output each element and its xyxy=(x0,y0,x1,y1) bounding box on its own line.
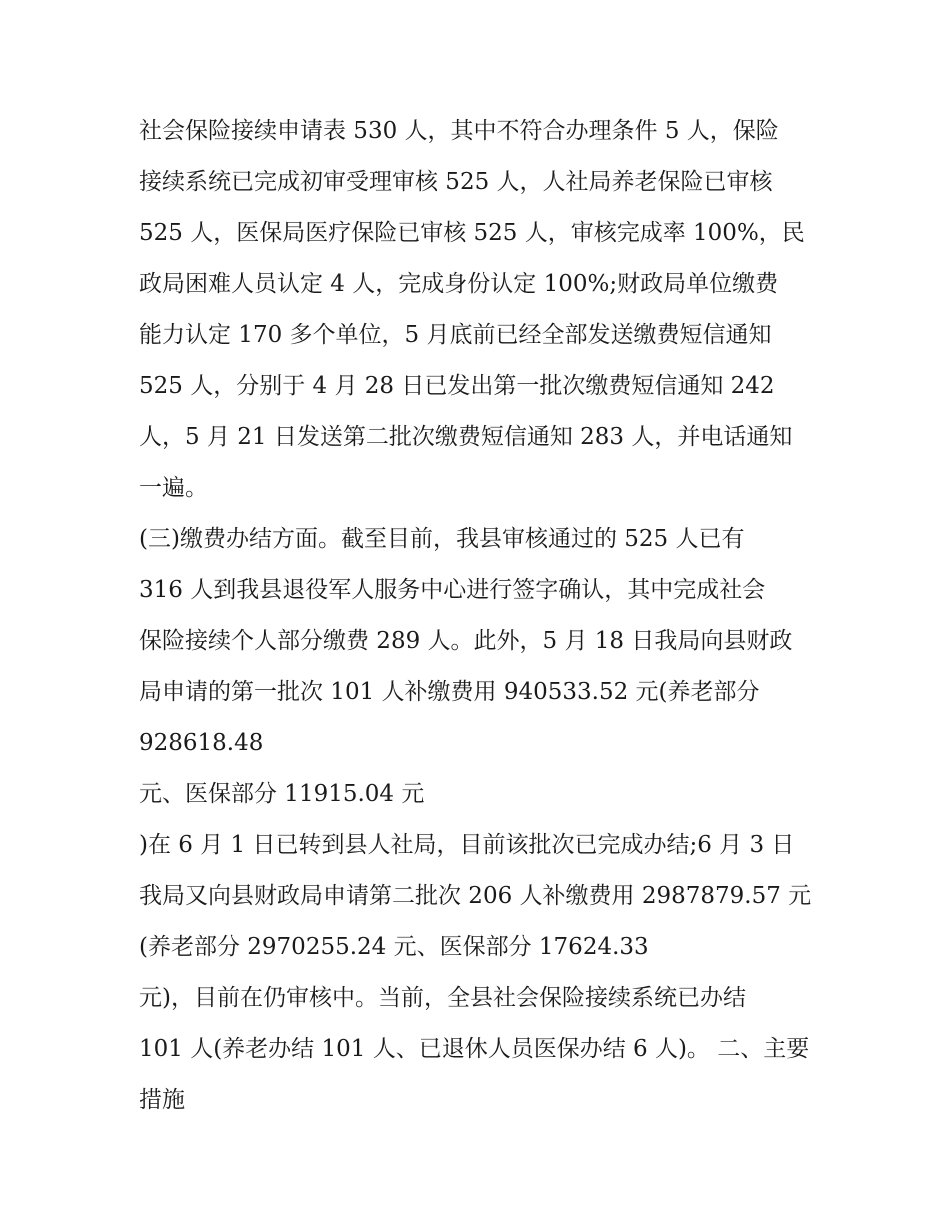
text-line: 元)，目前在仍审核中。当前，全县社会保险接续系统已办结 xyxy=(139,985,746,1011)
document-body xyxy=(139,106,829,1126)
text-line: 人，5 月 21 日发送第二批次缴费短信通知 283 人，并电话通知 xyxy=(139,424,793,450)
text-line: (三)缴费办结方面。截至目前，我县审核通过的 525 人已有 xyxy=(139,526,745,552)
text-line: 措施 xyxy=(139,1087,185,1113)
text-line: )在 6 月 1 日已转到县人社局，目前该批次已完成办结;6 月 3 日 xyxy=(139,832,795,858)
text-line: 316 人到我县退役军人服务中心进行签字确认，其中完成社会 xyxy=(139,577,766,603)
text-line: 政局困难人员认定 4 人，完成身份认定 100%;财政局单位缴费 xyxy=(139,271,779,297)
text-line: (养老部分 2970255.24 元、医保部分 17624.33 xyxy=(139,934,649,960)
text-line: 525 人，医保局医疗保险已审核 525 人，审核完成率 100%，民 xyxy=(139,220,805,246)
text-line: 一遍。 xyxy=(139,475,208,501)
text-line: 525 人，分别于 4 月 28 日已发出第一批次缴费短信通知 242 xyxy=(139,373,775,399)
text-line: 接续系统已完成初审受理审核 525 人，人社局养老保险已审核 xyxy=(139,169,773,195)
text-line: 928618.48 xyxy=(139,730,264,756)
text-line: 101 人(养老办结 101 人、已退休人员医保办结 6 人)。 二、主要 xyxy=(139,1036,810,1062)
text-line: 局申请的第一批次 101 人补缴费用 940533.52 元(养老部分 xyxy=(139,679,760,705)
text-line: 能力认定 170 多个单位，5 月底前已经全部发送缴费短信通知 xyxy=(139,322,772,348)
text-line: 保险接续个人部分缴费 289 人。此外，5 月 18 日我局向县财政 xyxy=(139,628,793,654)
text-line: 社会保险接续申请表 530 人，其中不符合办理条件 5 人，保险 xyxy=(139,118,779,144)
text-line: 元、医保部分 11915.04 元 xyxy=(139,781,425,807)
text-line: 我局又向县财政局申请第二批次 206 人补缴费用 2987879.57 元 xyxy=(139,883,812,909)
